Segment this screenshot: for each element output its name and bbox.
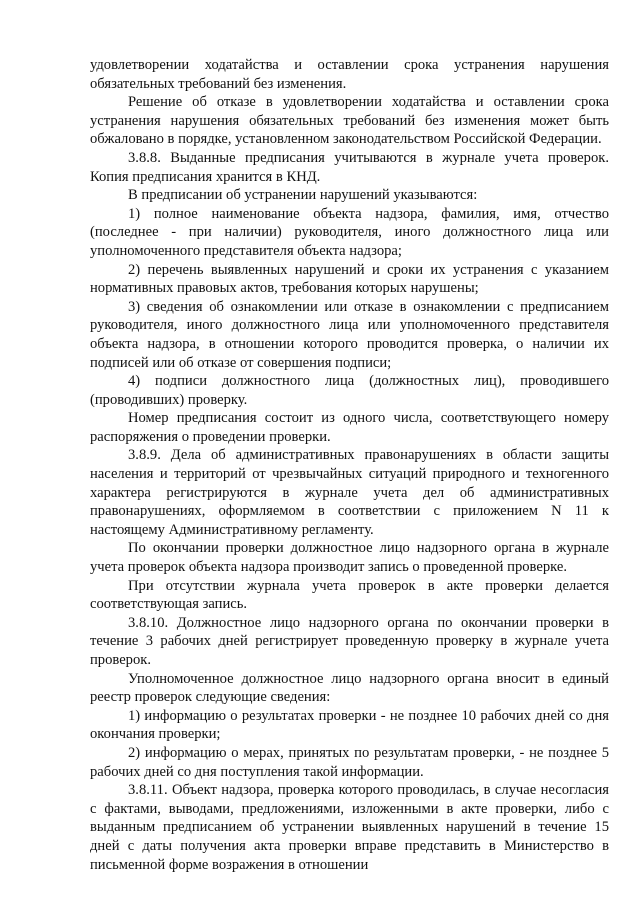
paragraph: Номер предписания состоит из одного числа, соответствующего номеру распоряжения о проведении проверки. (90, 410, 609, 445)
paragraph: 3.8.10. Должностное лицо надзорного органа по окончании проверки в течение 3 рабочих дней регистрирует проведенную проверку в журнале учета проверок. (90, 614, 609, 668)
paragraph: 1) полное наименование объекта надзора, фамилия, имя, отчество (последнее - при наличии) руководителя, иного должностного лица или уполномоченного представителя объекта надзора; (90, 205, 609, 259)
paragraph: Решение об отказе в удовлетворении ходатайства и оставлении срока устранения нарушения обязательных требований без изменения может быть обжаловано в порядке, установленном законодательством Российской Федерации. (90, 94, 609, 148)
paragraph: 2) перечень выявленных нарушений и сроки их устранения с указанием нормативных правовых актов, требования которых нарушены; (90, 261, 609, 297)
paragraph: 2) информацию о мерах, принятых по результатам проверки, - не позднее 5 рабочих дней со дня поступления такой информации. (90, 744, 609, 780)
document-body (90, 56, 609, 874)
paragraph: 1) информацию о результатах проверки - не позднее 10 рабочих дней со дня окончания проверки; (90, 707, 609, 743)
paragraph: 4) подписи должностного лица (должностных лиц), проводившего (проводивших) проверку. (90, 373, 609, 408)
paragraph: 3.8.9. Дела об административных правонарушениях в области защиты населения и территорий от чрезвычайных ситуаций природного и техногенного характера регистрируются в журнале учета дел об административных правонарушениях, оформляемом в соответствии с приложением N 11 к настоящему Административному регламенту. (90, 447, 609, 538)
paragraph: В предписании об устранении нарушений указываются: (128, 187, 478, 204)
paragraph: Уполномоченное должностное лицо надзорного органа вносит в единый реестр проверок следующие сведения: (90, 670, 609, 706)
paragraph: При отсутствии журнала учета проверок в акте проверки делается соответствующая запись. (90, 577, 609, 613)
paragraph: 3.8.8. Выданные предписания учитываются в журнале учета проверок. Копия предписания хранится в КНД. (90, 149, 609, 185)
paragraph: 3) сведения об ознакомлении или отказе в ознакомлении с предписанием руководителя, иного должностного лица или уполномоченного представителя объекта надзора, в отношении которого проводится проверка, о наличии их подписей или об отказе от совершения подписи; (90, 298, 609, 371)
paragraph: удовлетворении ходатайства и оставлении срока устранения нарушения обязательных требований без изменения. (90, 57, 609, 92)
paragraph: 3.8.11. Объект надзора, проверка которого проводилась, в случае несогласия с фактами, выводами, предложениями, изложенными в акте проверки, либо с выданным предписанием об устранении выявленных нарушений в течение 15 дней с даты получения акта проверки вправе представить в Министерство в письменной форме возражения в отношении (90, 782, 609, 873)
paragraph: По окончании проверки должностное лицо надзорного органа в журнале учета проверок объекта надзора производит запись о проведенной проверке. (90, 540, 609, 576)
